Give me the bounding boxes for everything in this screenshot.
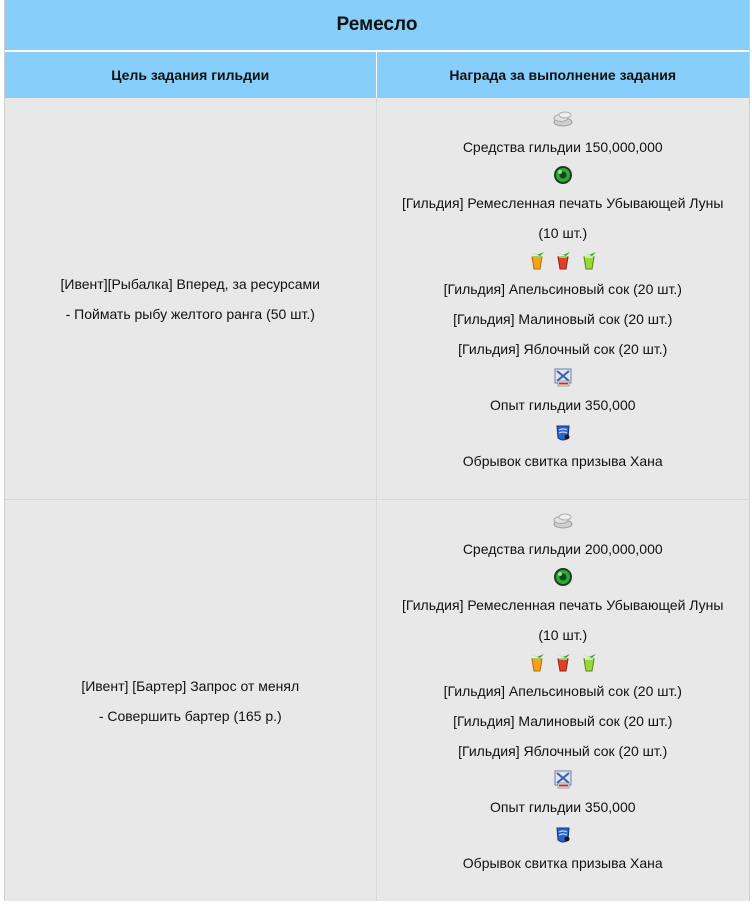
reward-raspberry-juice: [Гильдия] Малиновый сок (20 шт.) [453,713,673,729]
guild-quest-table [4,0,750,901]
guild-exp-icon [552,366,574,388]
silver-coins-icon [552,510,574,532]
goal-text-line1: [Ивент][Рыбалка] Вперед, за ресурсами [60,275,320,292]
header-reward: Награда за выполнение задания [449,67,677,83]
reward-seal-line1: [Гильдия] Ремесленная печать Убывающей Луны [402,597,724,613]
reward-scroll: Обрывок свитка призыва Хана [462,453,663,469]
blue-scroll-icon [552,824,574,846]
reward-orange-juice: [Гильдия] Апельсиновый сок (20 шт.) [443,281,682,297]
reward-guild-funds: Средства гильдии 200,000,000 [462,541,663,557]
table-row [5,499,749,901]
orange-juice-icon [526,652,548,674]
raspberry-juice-icon [552,652,574,674]
goal-cell [5,500,377,901]
guild-exp-icon [552,768,574,790]
reward-apple-juice: [Гильдия] Яблочный сок (20 шт.) [458,341,668,357]
silver-coins-icon [552,108,574,130]
goal-cell [5,98,377,499]
reward-cell [377,98,750,499]
table-header-row [5,52,749,98]
reward-cell [377,500,750,901]
reward-guild-funds: Средства гильдии 150,000,000 [462,139,663,155]
apple-juice-icon [578,652,600,674]
blue-scroll-icon [552,422,574,444]
reward-orange-juice: [Гильдия] Апельсиновый сок (20 шт.) [443,683,682,699]
reward-apple-juice: [Гильдия] Яблочный сок (20 шт.) [458,743,668,759]
reward-guild-exp: Опыт гильдии 350,000 [489,799,636,815]
raspberry-juice-icon [552,250,574,272]
reward-seal-line2: (10 шт.) [538,225,588,241]
table-title: Ремесло [5,0,749,52]
header-goal: Цель задания гильдии [5,52,377,98]
green-seal-orb-icon [552,566,574,588]
reward-seal-line2: (10 шт.) [538,627,588,643]
green-seal-orb-icon [552,164,574,186]
orange-juice-icon [526,250,548,272]
table-row [5,98,749,499]
reward-seal-line1: [Гильдия] Ремесленная печать Убывающей Луны [402,195,724,211]
apple-juice-icon [578,250,600,272]
reward-raspberry-juice: [Гильдия] Малиновый сок (20 шт.) [453,311,673,327]
goal-text-line2: - Совершить бартер (165 р.) [98,707,282,724]
goal-text-line2: - Поймать рыбу желтого ранга (50 шт.) [65,305,315,322]
reward-guild-exp: Опыт гильдии 350,000 [489,397,636,413]
goal-text-line1: [Ивент] [Бартер] Запрос от менял [81,677,300,694]
reward-scroll: Обрывок свитка призыва Хана [462,855,663,871]
